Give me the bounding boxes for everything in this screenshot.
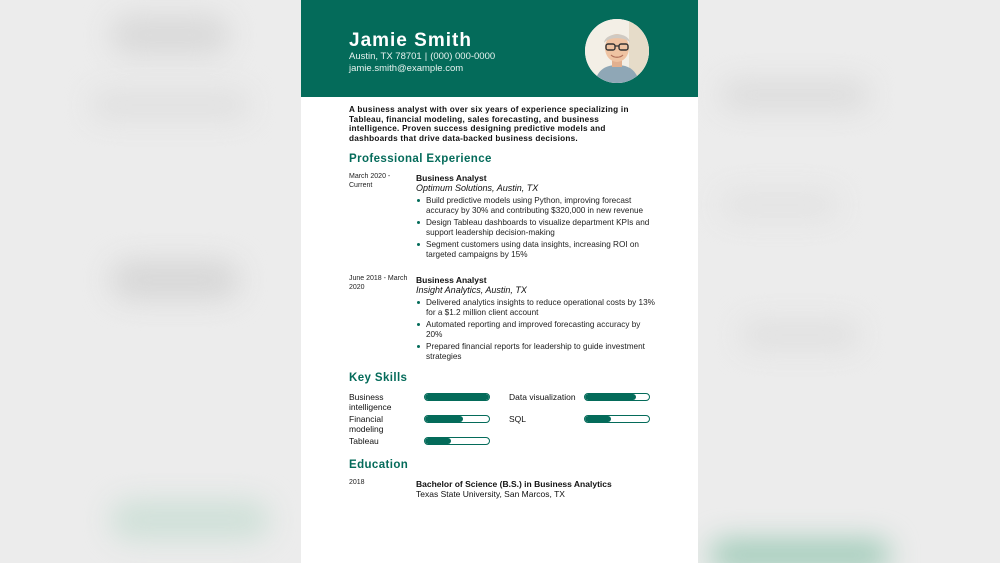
profile-photo (585, 19, 649, 83)
skill-label: Data visualization (509, 392, 576, 402)
skill-level-bar (584, 393, 650, 401)
skill-level-bar (424, 393, 490, 401)
skill-level-bar (424, 437, 490, 445)
contact-line (349, 51, 495, 62)
job-title: Business Analyst (416, 173, 487, 183)
job-bullet: Design Tableau dashboards to visualize department KPIs and support leadership decision-making (416, 218, 659, 237)
skill-label: Financial modeling (349, 414, 384, 434)
skill-item (509, 415, 659, 435)
job-details (416, 173, 659, 262)
job-title: Business Analyst (416, 275, 487, 285)
education-school: Texas State University, San Marcos, TX (416, 489, 565, 499)
skill-item (509, 393, 659, 413)
candidate-name: Jamie Smith (349, 30, 472, 51)
job-bullet: Automated reporting and improved forecasting accuracy by 20% (416, 320, 659, 339)
job-details (416, 275, 659, 364)
contact-phone: (000) 000-0000 (430, 51, 496, 62)
skill-level-fill (585, 416, 611, 422)
contact-location: Austin, TX 78701 (349, 51, 422, 62)
skill-label: Business intelligence (349, 392, 392, 412)
resume-header (301, 0, 698, 97)
education-heading: Education (349, 459, 409, 471)
job-bullet: Delivered analytics insights to reduce operational costs by 13% for a $1.2 million client account (416, 298, 659, 317)
job-date: June 2018 - March 2020 (349, 275, 408, 291)
job-bullet: Segment customers using data insights, increasing ROI on targeted campaigns by 15% (416, 240, 659, 259)
skill-level-fill (585, 394, 636, 400)
education-year: 2018 (349, 479, 365, 486)
contact-email: jamie.smith@example.com (349, 63, 464, 74)
skill-level-fill (425, 394, 489, 400)
skill-level-fill (425, 438, 451, 444)
skill-item (349, 437, 499, 457)
skill-level-bar (424, 415, 490, 423)
job-bullets (416, 298, 659, 361)
education-details (416, 479, 661, 500)
education-degree: Bachelor of Science (B.S.) in Business Analytics (416, 479, 612, 489)
skill-label: SQL (509, 414, 527, 424)
job-bullet: Build predictive models using Python, improving forecast accuracy by 30% and contributing $320,000 in new revenue (416, 196, 659, 215)
skills-heading: Key Skills (349, 372, 408, 384)
experience-heading: Professional Experience (349, 153, 492, 165)
skill-item (349, 415, 499, 435)
skill-item (349, 393, 499, 413)
skill-level-bar (584, 415, 650, 423)
skill-level-fill (425, 416, 463, 422)
professional-summary: A business analyst with over six years of experience specializing in Tableau, financial modeling, sales forecasting, and business intelligence. Proven success designing predictive models and dashboards that drive data-backed business decisions. (349, 105, 629, 143)
resume-page (301, 0, 698, 563)
contact-separator: | (424, 51, 428, 62)
job-date: March 2020 - Current (349, 173, 391, 189)
job-bullet: Prepared financial reports for leadership to guide investment strategies (416, 342, 659, 361)
job-company: Optimum Solutions, Austin, TX (416, 183, 539, 193)
skill-label: Tableau (349, 436, 379, 446)
job-company: Insight Analytics, Austin, TX (416, 285, 527, 295)
job-bullets (416, 196, 659, 259)
